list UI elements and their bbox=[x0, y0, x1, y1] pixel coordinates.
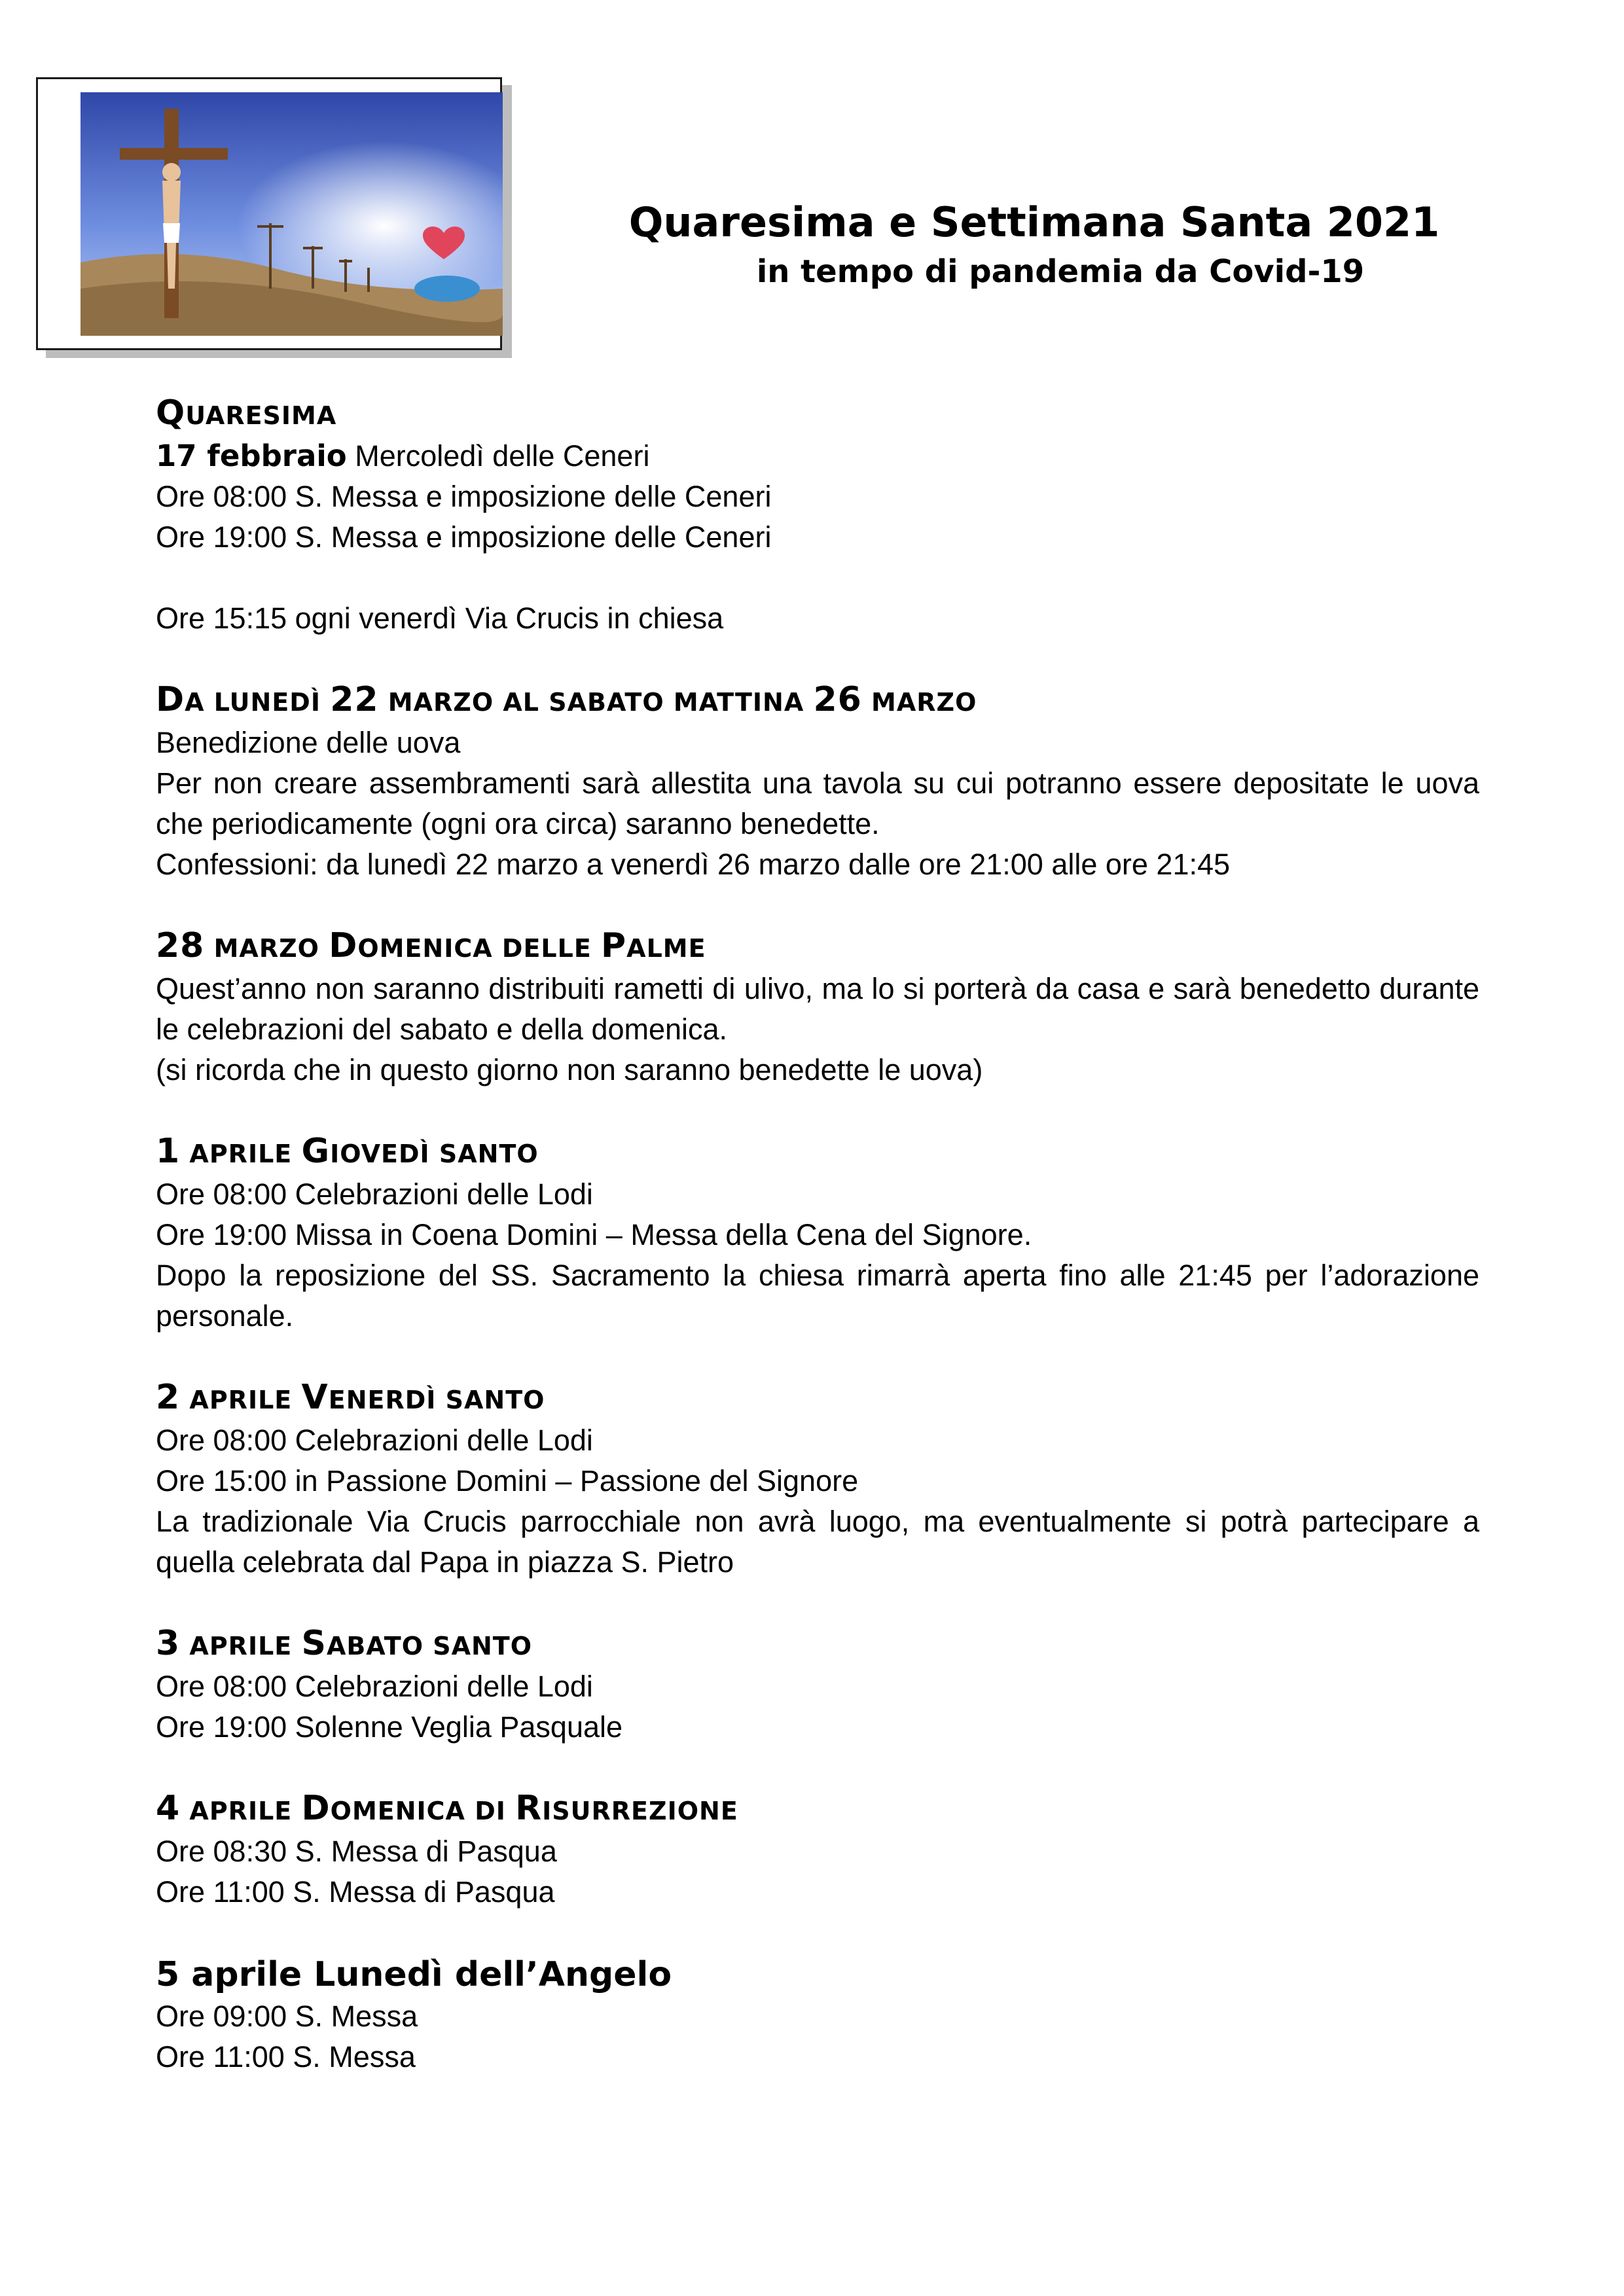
heading-part: G bbox=[301, 1132, 331, 1171]
heading-part: APRILE bbox=[180, 1632, 302, 1660]
heading-part: D bbox=[329, 926, 358, 965]
heading-part: OMENICA DI bbox=[330, 1797, 516, 1825]
paragraph: Dopo la reposizione del SS. Sacramento la chiesa rimarrà aperta fino alle 21:45 per l’adorazione personale. bbox=[156, 1259, 1479, 1333]
section-venerdi-santo bbox=[156, 1377, 1479, 1583]
heading-part: ALME bbox=[626, 934, 706, 963]
section-heading: 5 aprile Lunedì dell’Angelo bbox=[156, 1955, 672, 1994]
heading-part: ENERDÌ SANTO bbox=[328, 1386, 545, 1414]
date-text: Mercoledì delle Ceneri bbox=[346, 439, 650, 473]
paragraph: Quest’anno non saranno distribuiti rametti di ulivo, ma lo si porterà da casa e sarà benedetto durante le celebrazioni del sabato e della domenica. bbox=[156, 972, 1479, 1046]
section-heading bbox=[156, 1131, 1479, 1174]
heading-part: 3 bbox=[156, 1624, 181, 1663]
schedule-line: Ore 08:30 S. Messa di Pasqua bbox=[156, 1835, 557, 1868]
schedule-line: Ore 09:00 S. Messa bbox=[156, 2000, 418, 2033]
section-heading bbox=[156, 679, 1479, 723]
note-line: (si ricorda che in questo giorno non saranno benedette le uova) bbox=[156, 1053, 983, 1086]
schedule-line: Ore 19:00 S. Messa e imposizione delle Ceneri bbox=[156, 520, 772, 554]
section-heading bbox=[156, 1788, 1479, 1831]
text-line: Benedizione delle uova bbox=[156, 726, 461, 759]
heading-part: 26 bbox=[813, 680, 862, 719]
heading-part: MARZO bbox=[861, 688, 977, 717]
heading-initial: Q bbox=[156, 393, 186, 433]
section-heading bbox=[156, 393, 1479, 436]
crucifix-illustration bbox=[81, 92, 503, 336]
schedule-line: Ore 08:00 Celebrazioni delle Lodi bbox=[156, 1424, 593, 1457]
page-subtitle: in tempo di pandemia da Covid-19 bbox=[756, 253, 1365, 290]
heading-part: APRILE bbox=[180, 1386, 302, 1414]
heading-part: OMENICA DELLE bbox=[357, 934, 602, 963]
heading-part: MARZO AL SABATO MATTINA bbox=[378, 688, 814, 717]
section-lunedi-angelo bbox=[156, 1953, 1479, 2077]
section-heading bbox=[156, 1377, 1479, 1420]
heading-part: 22 bbox=[330, 680, 379, 719]
section-heading bbox=[156, 925, 1479, 969]
header-picture-frame bbox=[36, 77, 502, 350]
section-heading bbox=[156, 1623, 1479, 1666]
schedule-line: Ore 11:00 S. Messa di Pasqua bbox=[156, 1875, 555, 1909]
schedule-line: Ore 11:00 S. Messa bbox=[156, 2040, 416, 2073]
section-giovedi-santo bbox=[156, 1131, 1479, 1336]
heading-part: ISURREZIONE bbox=[542, 1797, 738, 1825]
paragraph: Per non creare assembramenti sarà allestita una tavola su cui potranno essere depositate le uova che periodicamente (ogni ora circa) saranno benedette. bbox=[156, 766, 1479, 840]
heading-part: 28 bbox=[156, 926, 205, 965]
heading-part: D bbox=[156, 680, 185, 719]
schedule-line: Ore 19:00 Solenne Veglia Pasquale bbox=[156, 1710, 623, 1744]
section-sabato-santo bbox=[156, 1623, 1479, 1748]
heading-part: D bbox=[301, 1789, 331, 1828]
heading-part: V bbox=[301, 1378, 329, 1417]
via-crucis-line: Ore 15:15 ogni venerdì Via Crucis in chiesa bbox=[156, 601, 724, 635]
heading-part: APRILE bbox=[180, 1797, 302, 1825]
schedule-line: Ore 08:00 S. Messa e imposizione delle Ceneri bbox=[156, 480, 772, 513]
heading-rest: UARESIMA bbox=[185, 401, 337, 430]
heading-part: P bbox=[601, 926, 627, 965]
section-domenica-risurrezione bbox=[156, 1788, 1479, 1912]
schedule-content bbox=[156, 393, 1479, 2118]
paragraph: La tradizionale Via Crucis parrocchiale non avrà luogo, ma eventualmente si potrà partecipare a quella celebrata dal Papa in piazza S. Pietro bbox=[156, 1505, 1479, 1579]
heading-part: ABATO SANTO bbox=[326, 1632, 533, 1660]
date-line bbox=[156, 436, 1479, 476]
schedule-line: Ore 08:00 Celebrazioni delle Lodi bbox=[156, 1177, 593, 1211]
heading-part: 2 bbox=[156, 1378, 181, 1417]
confessioni-line: Confessioni: da lunedì 22 marzo a venerdì 26 marzo dalle ore 21:00 alle ore 21:45 bbox=[156, 848, 1231, 881]
page-title: Quaresima e Settimana Santa 2021 bbox=[628, 198, 1440, 246]
heading-part: 4 bbox=[156, 1789, 181, 1828]
section-benedizione-uova bbox=[156, 679, 1479, 885]
section-quaresima bbox=[156, 393, 1479, 639]
heading-part: APRILE bbox=[180, 1139, 302, 1168]
section-domenica-palme bbox=[156, 925, 1479, 1090]
title-block bbox=[543, 196, 1525, 295]
schedule-line: Ore 08:00 Celebrazioni delle Lodi bbox=[156, 1670, 593, 1703]
heading-part: IOVEDÌ SANTO bbox=[330, 1139, 539, 1168]
heading-part: S bbox=[301, 1624, 327, 1663]
date-bold: 17 febbraio bbox=[156, 439, 347, 473]
schedule-line: Ore 15:00 in Passione Domini – Passione del Signore bbox=[156, 1464, 859, 1498]
heading-part: MARZO bbox=[204, 934, 329, 963]
heading-part: 1 bbox=[156, 1132, 181, 1171]
heading-part: A LUNEDÌ bbox=[185, 688, 331, 717]
heading-part: R bbox=[515, 1789, 543, 1828]
schedule-line: Ore 19:00 Missa in Coena Domini – Messa della Cena del Signore. bbox=[156, 1218, 1032, 1251]
